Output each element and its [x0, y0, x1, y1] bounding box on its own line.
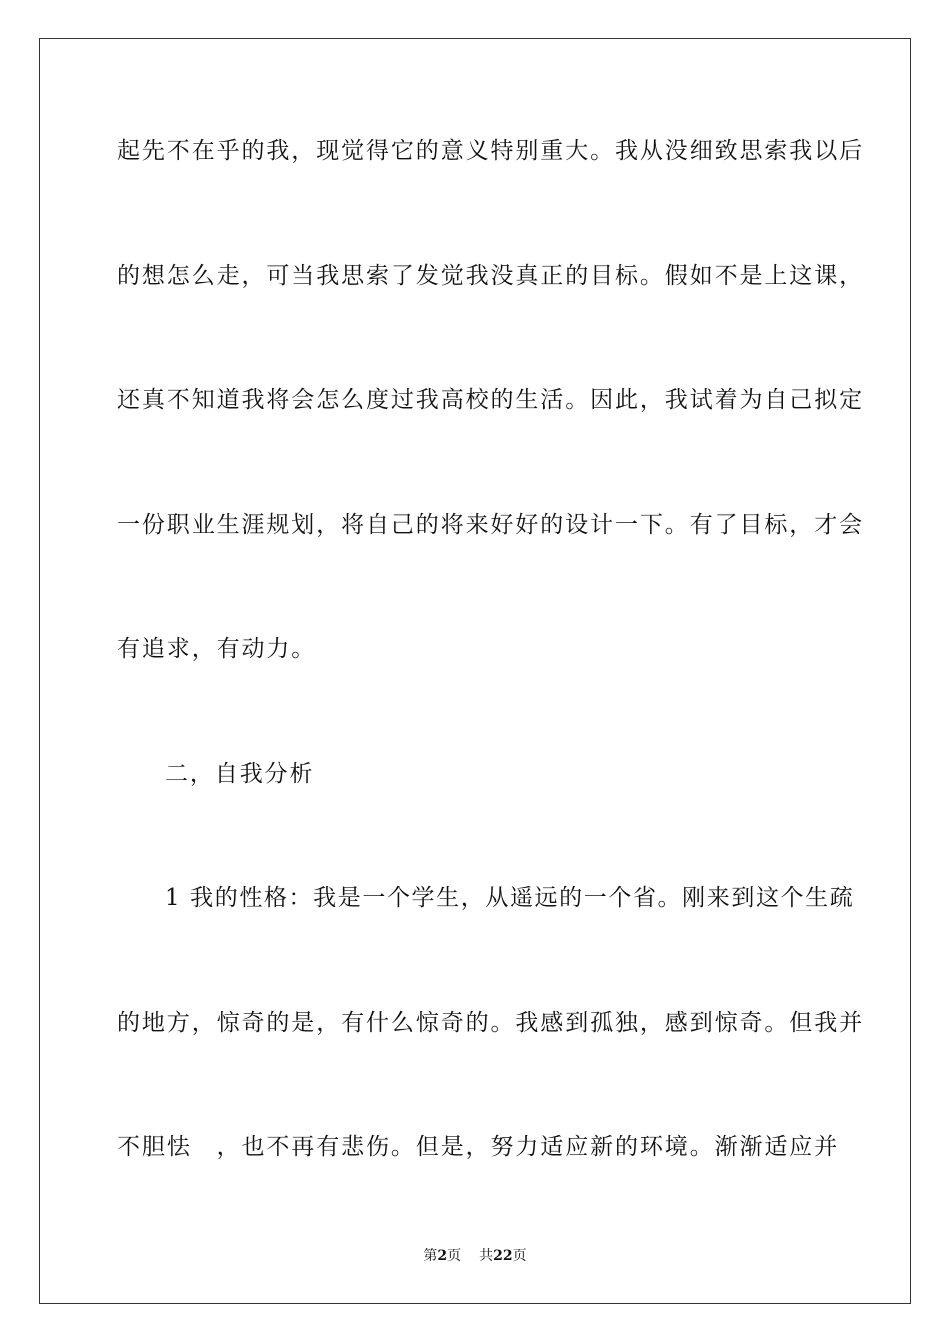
footer-page-suffix: 页 — [447, 1248, 462, 1264]
text-line: 1 我的性格：我是一个学生，从遥远的一个省。刚来到这个生疏 — [165, 885, 855, 911]
footer-page-number: 2 — [437, 1248, 448, 1264]
footer-total-suffix: 页 — [512, 1248, 527, 1264]
footer-total-pages: 22 — [493, 1248, 513, 1264]
text-line: 的想怎么走，可当我思索了发觉我没真正的目标。假如不是上这课， — [117, 263, 864, 289]
text-line: 的地方，惊奇的是，有什么惊奇的。我感到孤独，感到惊奇。但我并 — [117, 1010, 864, 1036]
footer-page-prefix: 第 — [423, 1248, 438, 1264]
page-footer — [0, 1247, 950, 1265]
text-line: 起先不在乎的我，现觉得它的意义特别重大。我从没细致思索我以后 — [117, 138, 864, 164]
page-frame — [39, 38, 911, 1304]
text-line: 一份职业生涯规划，将自己的将来好好的设计一下。有了目标，才会 — [117, 512, 864, 538]
text-line: 不胆怯 ，也不再有悲伤。但是，努力适应新的环境。渐渐适应并 — [117, 1134, 840, 1160]
text-line: 还真不知道我将会怎么度过我高校的生活。因此，我试着为自己拟定 — [117, 387, 864, 413]
text-line: 有追求，有动力。 — [117, 636, 317, 662]
section-heading: 二，自我分析 — [165, 761, 315, 787]
footer-total-prefix: 共 — [479, 1248, 494, 1264]
